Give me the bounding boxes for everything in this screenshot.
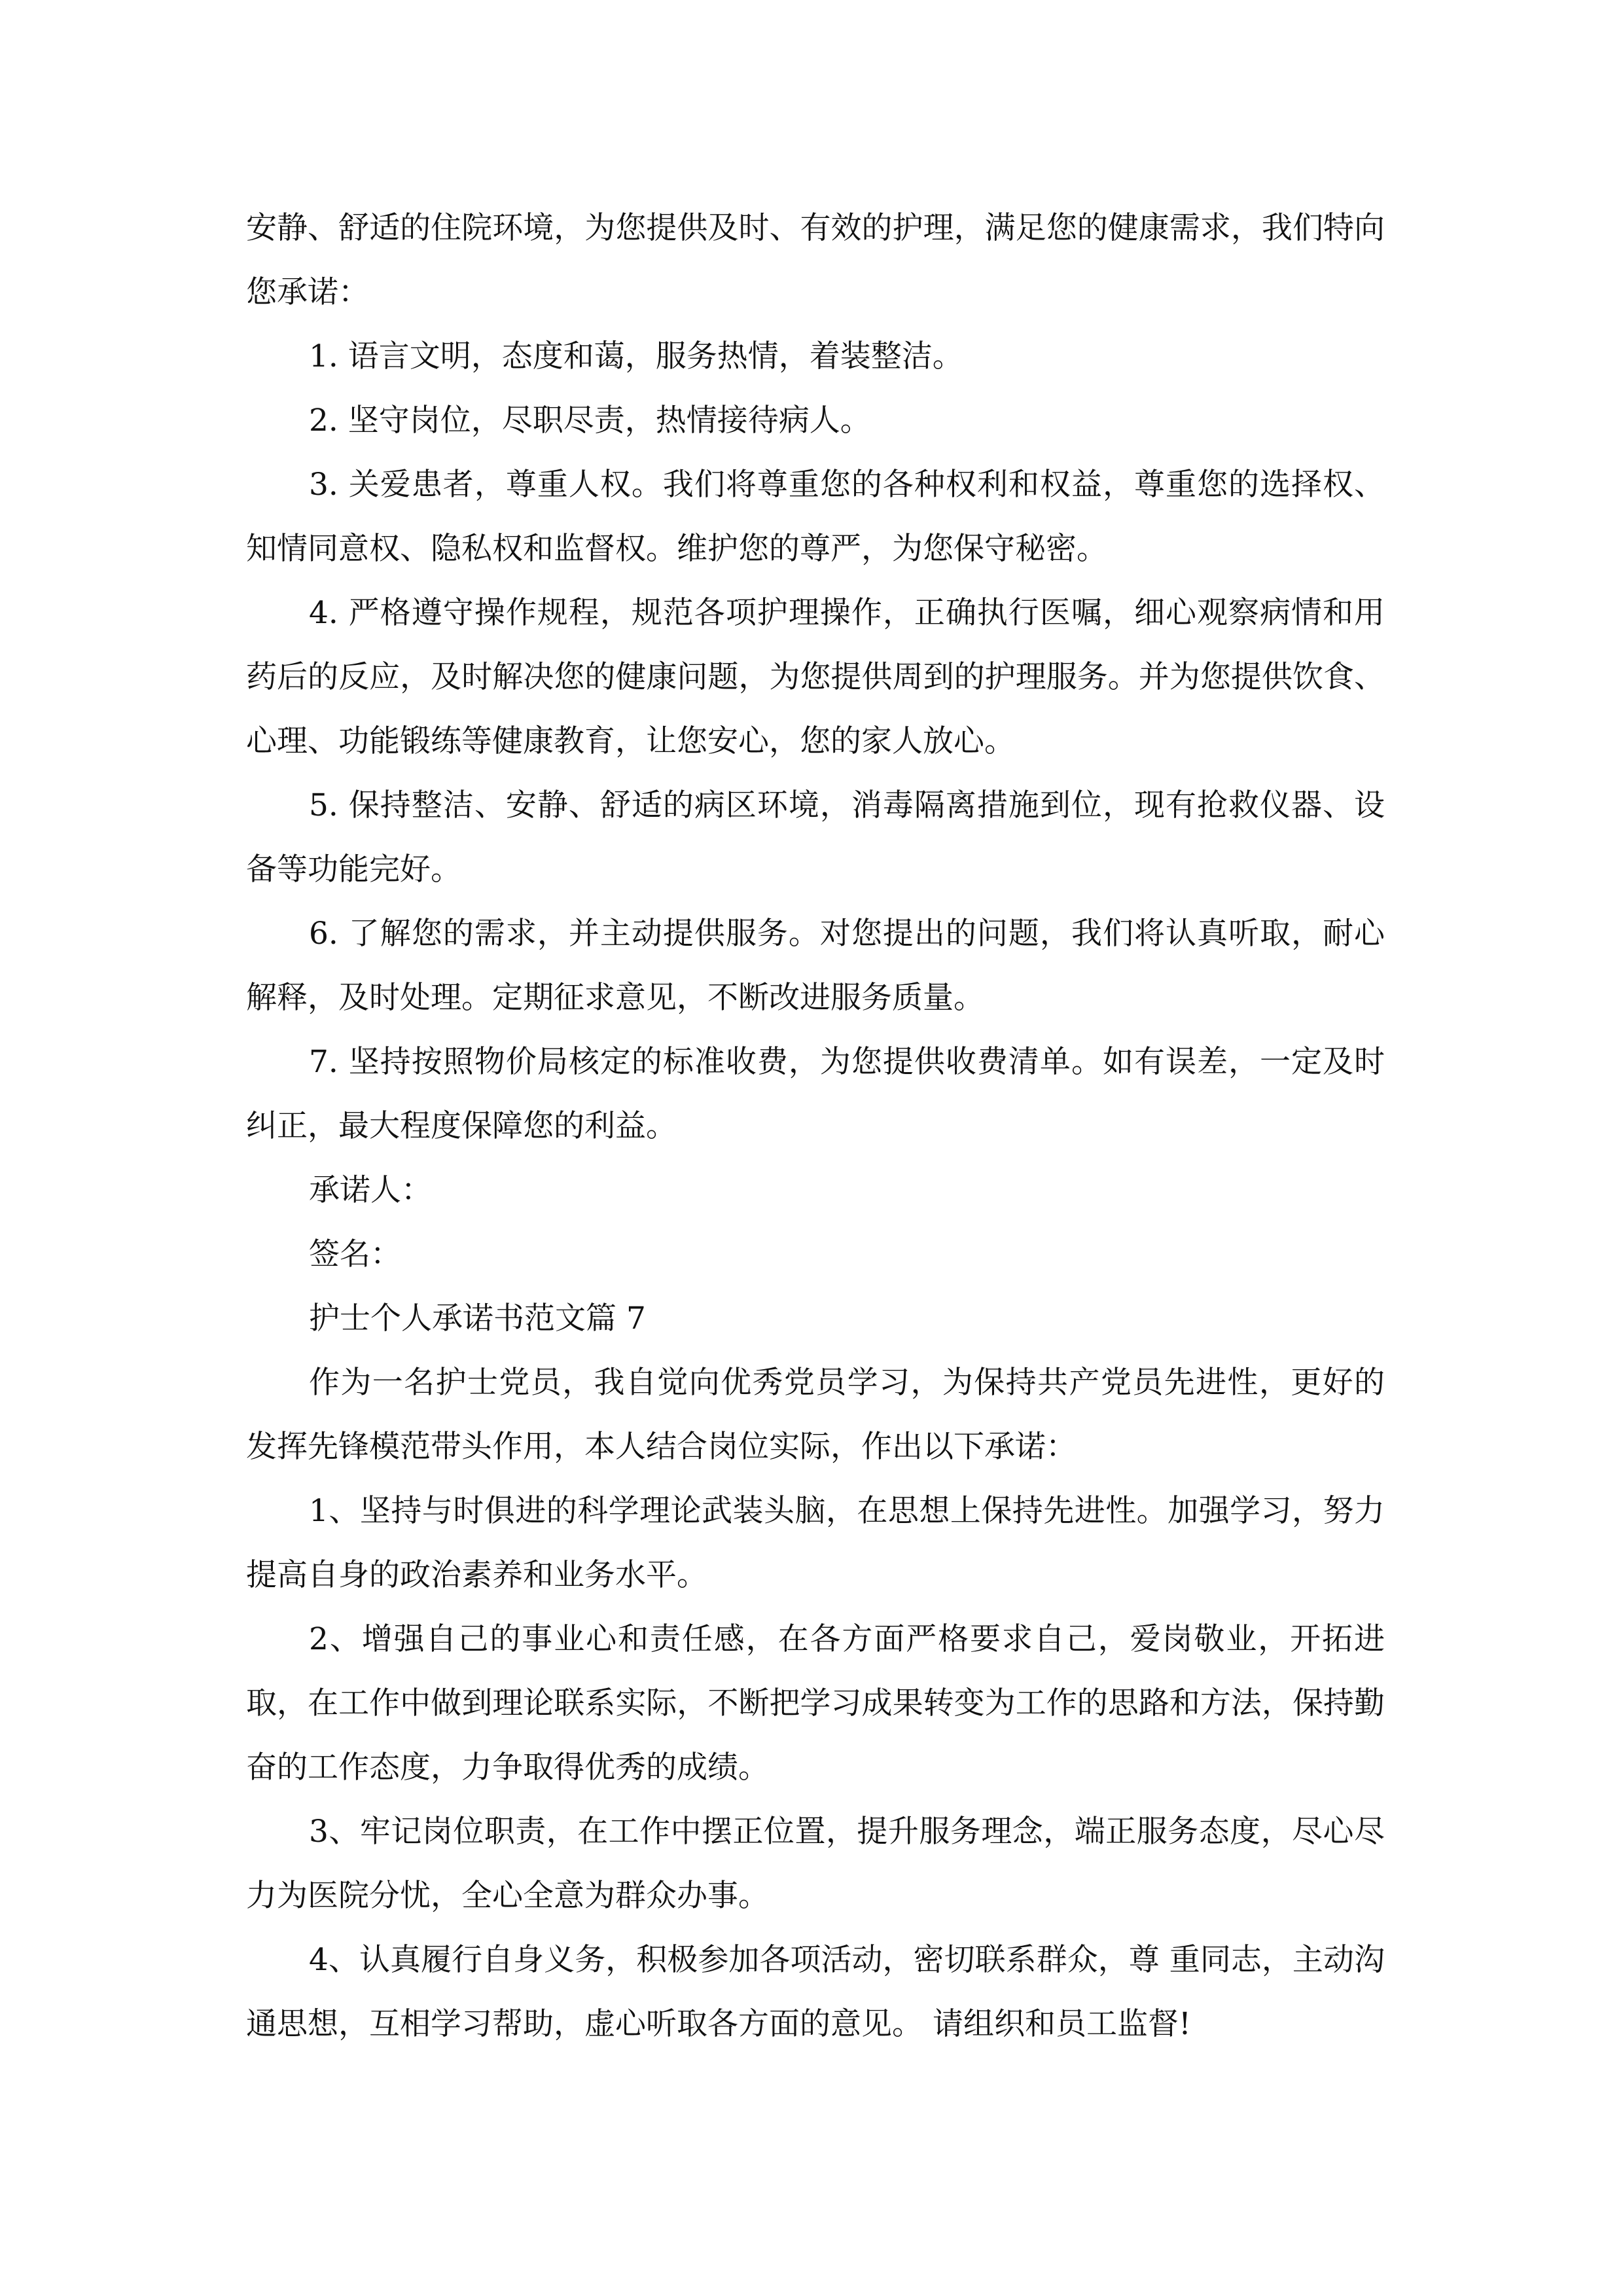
paragraph-commitment-4: 4、认真履行自身义务，积极参加各项活动，密切联系群众，尊 重同志，主动沟通思想，互相学习帮助，虚心听取各方面的意见。 请组织和员工监督! [246, 1942, 1385, 2042]
document-body [246, 196, 1385, 2056]
paragraph-commitment-1: 1、坚持与时俱进的科学理论武装头脑，在思想上保持先进性。加强学习，努力提高自身的政治素养和业务水平。 [246, 1493, 1385, 1593]
paragraph-item-3: 3. 关爱患者，尊重人权。我们将尊重您的各种权利和权益，尊重您的选择权、知情同意权、隐私权和监督权。维护您的尊严，为您保守秘密。 [246, 467, 1385, 567]
signature-label: 签名： [309, 1236, 401, 1272]
paragraph-commitment-3: 3、牢记岗位职责，在工作中摆正位置，提升服务理念，端正服务态度，尽心尽力为医院分忧，全心全意为群众办事。 [246, 1814, 1385, 1914]
paragraph-item-6: 6. 了解您的需求，并主动提供服务。对您提出的问题，我们将认真听取，耐心解释，及时处理。定期征求意见，不断改进服务质量。 [246, 916, 1385, 1016]
promisor-label: 承诺人： [309, 1172, 432, 1208]
paragraph-item-2: 2. 坚守岗位，尽职尽责，热情接待病人。 [309, 403, 871, 439]
paragraph-item-4: 4. 严格遵守操作规程，规范各项护理操作，正确执行医嘱，细心观察病情和用药后的反应，及时解决您的健康问题，为您提供周到的护理服务。并为您提供饮食、心理、功能锻练等健康教育，让您安心，您的家人放心。 [246, 595, 1385, 759]
paragraph-item-1: 1. 语言文明，态度和蔼，服务热情，着装整洁。 [309, 338, 963, 374]
paragraph-commitment-2: 2、增强自己的事业心和责任感，在各方面严格要求自己，爱岗敬业，开拓进取，在工作中做到理论联系实际，不断把学习成果转变为工作的思路和方法，保持勤奋的工作态度，力争取得优秀的成绩。 [246, 1621, 1385, 1785]
paragraph-intro: 安静、舒适的住院环境，为您提供及时、有效的护理，满足您的健康需求，我们特向您承诺： [246, 210, 1385, 310]
paragraph-item-7: 7. 坚持按照物价局核定的标准收费，为您提供收费清单。如有误差，一定及时纠正，最大程度保障您的利益。 [246, 1044, 1385, 1144]
paragraph-item-5: 5. 保持整洁、安静、舒适的病区环境，消毒隔离措施到位，现有抢救仪器、设备等功能完好。 [246, 787, 1385, 888]
paragraph-section-intro: 作为一名护士党员，我自觉向优秀党员学习，为保持共产党员先进性，更好的发挥先锋模范带头作用，本人结合岗位实际，作出以下承诺： [246, 1365, 1385, 1465]
section-title: 护士个人承诺书范文篇 7 [309, 1300, 646, 1336]
